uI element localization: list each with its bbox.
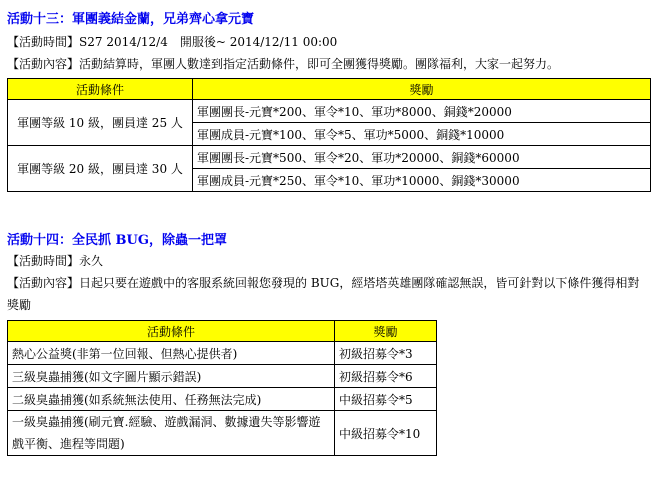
- event14-time-value: 永久: [79, 254, 104, 268]
- header-reward: 獎勵: [335, 321, 437, 342]
- event14-content-value: 日起只要在遊戲中的客服系統回報您發現的 BUG，經塔塔英雄團隊確認無誤，皆可針對以下條件獲得相對獎勵: [7, 276, 640, 312]
- table-row: [8, 146, 651, 169]
- event13-reward-table: [7, 78, 651, 192]
- header-condition: 活動條件: [8, 321, 335, 342]
- reward-cell: 中級招募令*10: [335, 411, 437, 456]
- condition-cell: 三級臭蟲捕獲(如文字圖片顯示錯誤): [8, 365, 335, 388]
- event14-content: [7, 272, 647, 316]
- event14-reward-table: [7, 320, 437, 456]
- reward-cell: 軍團團長-元寶*200、軍令*10、軍功*8000、銅錢*20000: [193, 100, 651, 123]
- reward-cell: 初級招募令*3: [335, 342, 437, 365]
- event14-time-label: 【活動時間】: [7, 254, 80, 268]
- reward-cell: 中級招募令*5: [335, 388, 437, 411]
- reward-cell: 軍團成員-元寶*250、軍令*10、軍功*10000、銅錢*30000: [193, 169, 651, 192]
- reward-cell: 初級招募令*6: [335, 365, 437, 388]
- event13-title: 活動十三：軍團義結金蘭，兄弟齊心拿元寶: [7, 12, 255, 27]
- event13-time: [7, 33, 337, 50]
- table-header-row: [8, 321, 437, 342]
- event13-content-value: 活動結算時，軍團人數達到指定活動條件，即可全團獲得獎勵。團隊福利，大家一起努力。: [79, 57, 560, 71]
- event14-title: 活動十四：全民抓 BUG，除蟲一把罩: [7, 233, 227, 248]
- event14-content-label: 【活動內容】: [7, 276, 80, 290]
- event14-time: [7, 252, 103, 269]
- header-condition: 活動條件: [8, 79, 193, 100]
- condition-cell: 軍團等級 20 級，團員達 30 人: [8, 146, 193, 192]
- table-row: [8, 342, 437, 365]
- condition-cell: 熱心公益獎(非第一位回報、但熱心提供者): [8, 342, 335, 365]
- condition-cell: 一級臭蟲捕獲(刷元寶.經驗、遊戲漏洞、數據遺失等影響遊戲平衡、進程等問題): [8, 411, 335, 456]
- reward-cell: 軍團成員-元寶*100、軍令*5、軍功*5000、銅錢*10000: [193, 123, 651, 146]
- reward-cell: 軍團團長-元寶*500、軍令*20、軍功*20000、銅錢*60000: [193, 146, 651, 169]
- condition-cell: 二級臭蟲捕獲(如系統無法使用、任務無法完成): [8, 388, 335, 411]
- table-row: [8, 411, 437, 456]
- table-row: [8, 365, 437, 388]
- table-row: [8, 388, 437, 411]
- table-row: [8, 100, 651, 123]
- condition-cell: 軍團等級 10 級，團員達 25 人: [8, 100, 193, 146]
- table-header-row: [8, 79, 651, 100]
- event13-content: [7, 55, 559, 72]
- event13-time-label: 【活動時間】: [7, 35, 80, 49]
- header-reward: 獎勵: [193, 79, 651, 100]
- event13-time-value: S27 2014/12/4 開服後~ 2014/12/11 00:00: [79, 35, 338, 49]
- event13-content-label: 【活動內容】: [7, 57, 80, 71]
